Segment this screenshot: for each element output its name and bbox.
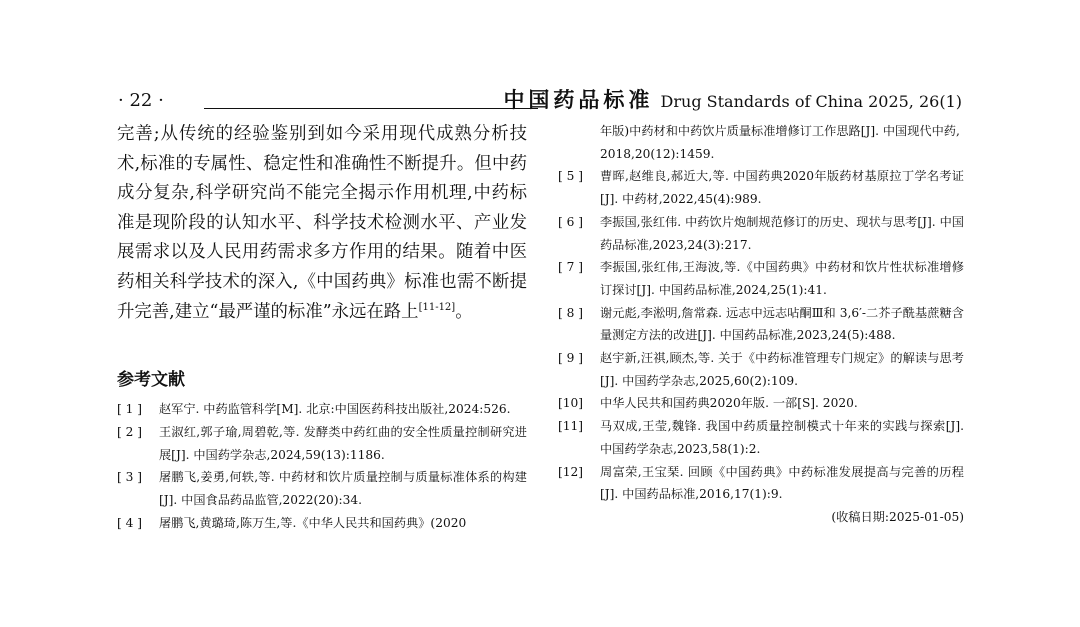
references-title: 参考文献 [117,370,185,391]
reference-continuation: 年版)中药材和中药饮片质量标准增修订工作思路[J]. 中国现代中药,2018,20(12):1459. [600,124,960,161]
journal-title-cn: 中国药品标准 [503,87,654,112]
reference-number: [10] [558,396,584,411]
reference-item [117,421,527,466]
reference-text: 赵军宁. 中药监管科学[M]. 北京:中国医药科技出版社,2024:526. [159,402,511,417]
reference-number: [ 7 ] [558,260,584,275]
reference-item [558,415,964,460]
body-paragraph-text: 完善;从传统的经验鉴别到如今采用现代成熟分析技术,标准的专属性、稳定性和准确性不断提升。但中药成分复杂,科学研究尚不能完全揭示作用机理,中药标准是现阶段的认知水平、科学技术检测水平、产业发展需求以及人民用药需求多方作用的结果。随着中医药相关科学技术的深入,《中国药典》标准也需不断提升完善,建立“最严谨的标准”永远在路上 [117,124,527,322]
reference-text: 曹晖,赵维良,郝近大,等. 中国药典2020年版药材基原拉丁学名考证[J]. 中药材,2022,45(4):989. [600,169,964,207]
page-header [0,84,1080,114]
left-column [117,120,527,534]
header-rule [204,108,538,109]
reference-item [117,512,527,535]
journal-title-en: Drug Standards of China 2025, 26(1) [660,92,962,111]
paragraph-end-mark: 。 [455,301,473,322]
reference-number: [ 2 ] [117,424,143,439]
reference-text: 中华人民共和国药典2020年版. 一部[S]. 2020. [600,396,858,411]
reference-number: [12] [558,464,584,479]
reference-item [558,211,964,256]
reference-text: 谢元彪,李淞明,詹常森. 远志中远志呫酮Ⅲ和 3,6′-二芥子酰基蔗糖含量测定方法的改进[J]. 中国药品标准,2023,24(5):488. [600,305,964,343]
reference-text: 李振国,张红伟. 中药饮片炮制规范修订的历史、现状与思考[J]. 中国药品标准,2023,24(3):217. [600,214,964,252]
reference-number: [ 1 ] [117,402,143,417]
reference-item [558,165,964,210]
reference-item [558,302,964,347]
received-date: (收稿日期:2025-01-05) [831,509,964,524]
reference-text: 赵宇新,汪祺,顾杰,等. 关于《中药标准管理专门规定》的解读与思考[J]. 中国药学杂志,2025,60(2):109. [600,351,964,388]
reference-item [558,461,964,506]
reference-text: 李振国,张红伟,王海波,等.《中国药典》中药材和饮片性状标准增修订探讨[J]. 中国药品标准,2024,25(1):41. [600,260,964,297]
reference-text: 屠鹏飞,姜勇,何轶,等. 中药材和饮片质量控制与质量标准体系的构建[J]. 中国食品药品监管,2022(20):34. [159,470,527,507]
reference-number: [11] [558,419,584,434]
reference-number: [ 5 ] [558,169,584,184]
citation-superscript[interactable]: [11-12] [418,301,456,313]
reference-number: [ 9 ] [558,351,584,366]
journal-title [503,84,962,114]
reference-item [558,392,964,415]
page-number: · 22 · [118,90,164,111]
reference-number: [ 6 ] [558,214,584,229]
reference-text: 屠鹏飞,黄璐琦,陈万生,等.《中华人民共和国药典》(2020 [159,515,467,530]
reference-number: [ 8 ] [558,305,584,320]
right-column [558,120,964,529]
reference-item [558,347,964,392]
body-paragraph [117,120,527,327]
reference-number: [ 4 ] [117,515,143,530]
reference-item [117,466,527,511]
reference-item [558,256,964,301]
reference-text: 王淑红,郭子瑜,周碧乾,等. 发酵类中药红曲的安全性质量控制研究进展[J]. 中国药学杂志,2024,59(13):1186. [159,424,527,462]
reference-text: 周富荣,王宝琹. 回顾《中国药典》中药标准发展提高与完善的历程[J]. 中国药品标准,2016,17(1):9. [600,464,964,502]
reference-number: [ 3 ] [117,470,143,485]
reference-text: 马双成,王莹,魏锋. 我国中药质量控制模式十年来的实践与探索[J]. 中国药学杂志,2023,58(1):2. [600,419,964,456]
reference-item [117,398,527,421]
